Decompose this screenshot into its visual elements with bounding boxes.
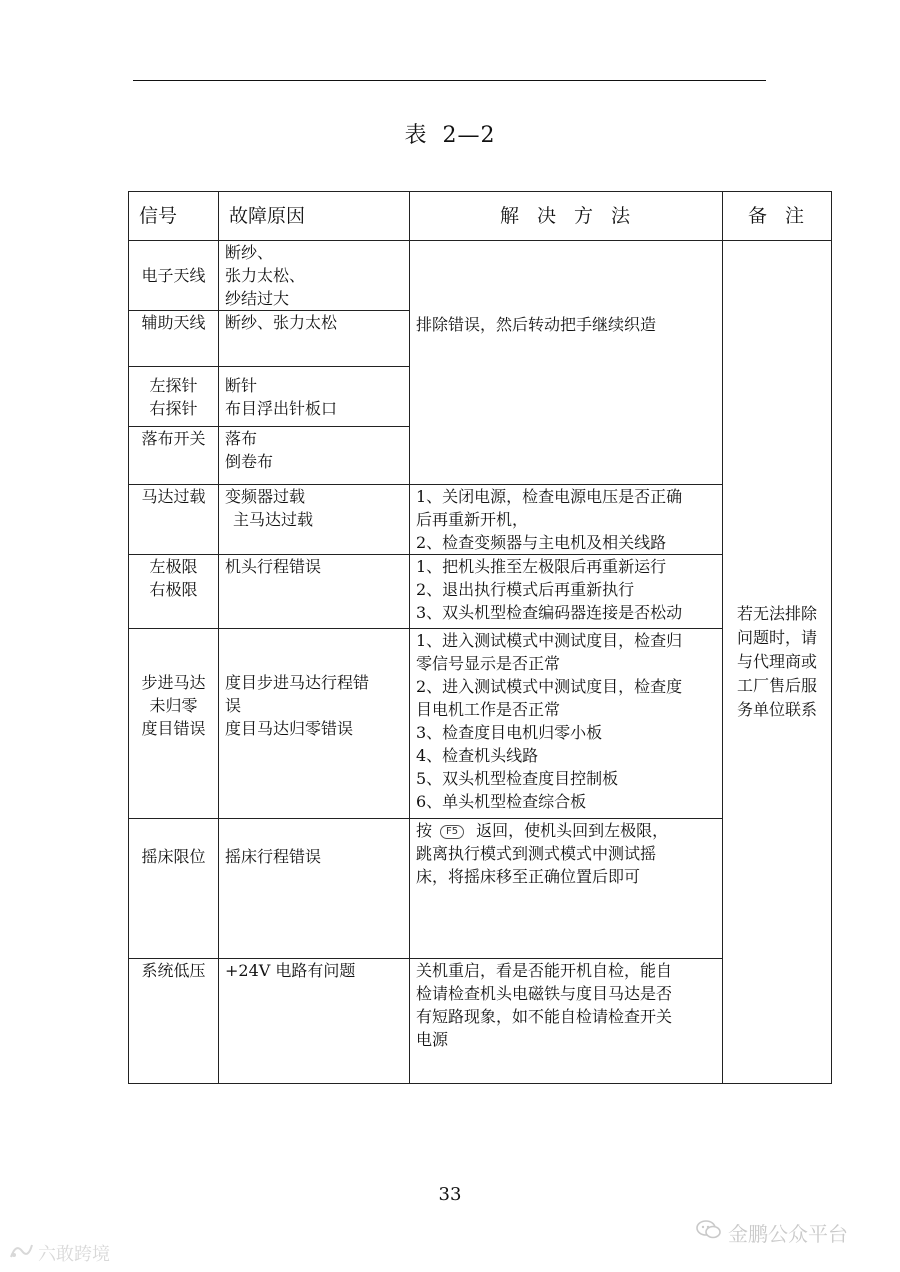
solution-cell: 1、进入测试模式中测试度目，检查归 零信号显示是否正常 2、进入测试模式中测试度目，检查度 目电机工作是否正常 3、检查度目电机归零小板 4、检查机头线路 5、双头机型检查度目控制板 6、单头机型检查综合板	[410, 629, 723, 819]
table-row	[129, 241, 832, 311]
cause-cell: 断纱、张力太松	[219, 311, 410, 367]
watermark-right-text: 金鹏公众平台	[728, 1222, 848, 1246]
cause-cell: 断针 布目浮出针板口	[219, 367, 410, 427]
fault-table	[128, 191, 832, 1084]
cause-cell: 落布 倒卷布	[219, 427, 410, 485]
watermark-right	[696, 1218, 848, 1247]
top-rule	[133, 80, 766, 81]
solution-cell: 1、把机头推至左极限后再重新运行 2、退出执行模式后再重新执行 3、双头机型检查编码器连接是否松动	[410, 555, 723, 629]
signal-cell: 辅助天线	[129, 311, 219, 367]
signal-cell: 左极限 右极限	[129, 555, 219, 629]
solution-cell: 按 F5 返回，使机头回到左极限， 跳离执行模式到测式模式中测试摇 床，将摇床移至正确位置后即可	[410, 819, 723, 959]
title-number: 2—2	[442, 123, 496, 148]
logo-icon	[8, 1241, 34, 1266]
signal-cell: 步进马达 未归零 度目错误	[129, 629, 219, 819]
wechat-icon	[696, 1219, 722, 1246]
cause-cell: 变频器过载 主马达过载	[219, 485, 410, 555]
signal-cell: 落布开关	[129, 427, 219, 485]
signal-cell: 左探针 右探针	[129, 367, 219, 427]
header-solution: 解 决 方 法	[410, 192, 723, 241]
header-signal: 信号	[129, 192, 219, 241]
f5-key-icon: F5	[440, 825, 464, 839]
watermark-left	[8, 1240, 110, 1266]
solution-cell: 1、关闭电源，检查电源电压是否正确 后再重新开机， 2、检查变频器与主电机及相关线路	[410, 485, 723, 555]
signal-cell: 电子天线	[129, 241, 219, 311]
title-prefix: 表	[404, 123, 429, 148]
note-cell: 若无法排除 问题时，请 与代理商或 工厂售后服 务单位联系	[723, 241, 832, 1084]
solution-cell: 关机重启，看是否能开机自检，能自 检请检查机头电磁铁与度目马达是否 有短路现象，如不能自检请检查开关 电源	[410, 959, 723, 1084]
header-note: 备 注	[723, 192, 832, 241]
header-cause: 故障原因	[219, 192, 410, 241]
cause-cell: 断纱、 张力太松、 纱结过大	[219, 241, 410, 311]
signal-cell: 摇床限位	[129, 819, 219, 959]
table-header-row	[129, 192, 832, 241]
cause-cell: +24V 电路有问题	[219, 959, 410, 1084]
cause-cell: 机头行程错误	[219, 555, 410, 629]
signal-cell: 系统低压	[129, 959, 219, 1084]
cause-cell: 度目步进马达行程错 误 度目马达归零错误	[219, 629, 410, 819]
shared-solution-cell: 排除错误，然后转动把手继续织造	[410, 241, 723, 485]
cause-cell: 摇床行程错误	[219, 819, 410, 959]
watermark-left-text: 六敢跨境	[38, 1244, 110, 1265]
table-title	[0, 118, 900, 149]
page-number: 33	[438, 1184, 462, 1205]
signal-cell: 马达过载	[129, 485, 219, 555]
